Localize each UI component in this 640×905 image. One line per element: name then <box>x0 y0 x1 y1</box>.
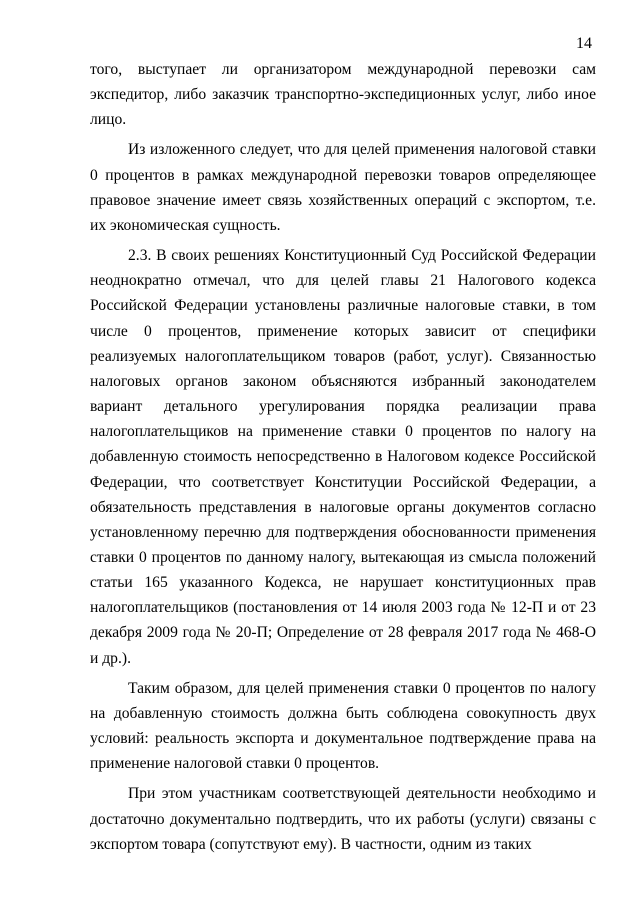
document-body <box>90 57 596 857</box>
paragraph <box>90 243 596 671</box>
text-line: декабря 2009 года № 20-П; Определение от 28 февраля 2017 года № 468-О <box>90 624 596 642</box>
text-line: условий: реальность экспорта и документальное подтверждение права на <box>90 730 596 748</box>
text-line: экспедитор, либо заказчик транспортно-экспедиционных услуг, либо иное <box>90 86 596 104</box>
text-line: лицо. <box>90 111 127 129</box>
text-line: статьи 165 указанного Кодекса, не нарушает конституционных прав <box>90 574 596 592</box>
text-line: добавленную стоимость непосредственно в Налоговом кодексе Российской <box>90 448 596 466</box>
text-line: применение налоговой ставки 0 процентов. <box>90 755 380 773</box>
text-line: на добавленную стоимость должна быть соблюдена совокупность двух <box>90 704 596 722</box>
page-number: 14 <box>576 35 592 52</box>
paragraph <box>90 676 596 777</box>
text-line: налогоплательщиков на применение ставки 0 процентов по налогу на <box>90 423 596 441</box>
text-line: экспортом товара (сопутствуют ему). В частности, одним из таких <box>90 835 532 853</box>
text-line: При этом участникам соответствующей деятельности необходимо и <box>128 785 596 803</box>
paragraph <box>90 57 596 132</box>
text-line: установленному перечню для подтверждения обоснованности применения <box>90 523 596 541</box>
text-line: Таким образом, для целей применения ставки 0 процентов по налогу <box>128 679 596 697</box>
text-line: неоднократно отмечал, что для целей главы 21 Налогового кодекса <box>90 272 596 290</box>
text-line: правовое значение имеет связь хозяйственных операций с экспортом, т.е. <box>90 191 596 209</box>
text-line: налоговых органов законом объясняются избранный законодателем <box>90 372 596 390</box>
text-line: реализуемых налогоплательщиком товаров (работ, услуг). Связанностью <box>90 347 596 365</box>
text-line: 0 процентов в рамках международной перевозки товаров определяющее <box>90 166 596 184</box>
text-line: вариант детального урегулирования порядка реализации права <box>90 398 596 416</box>
paragraph <box>90 781 596 856</box>
text-line: Федерации, что соответствует Конституции Российской Федерации, а <box>90 473 596 491</box>
text-line: Из изложенного следует, что для целей применения налоговой ставки <box>128 141 596 159</box>
text-line: их экономическая сущность. <box>90 216 281 234</box>
text-line: достаточно документально подтвердить, что их работы (услуги) связаны с <box>90 810 596 828</box>
text-line: числе 0 процентов, применение которых зависит от специфики <box>90 322 596 340</box>
text-line: налогоплательщиков (постановления от 14 июля 2003 года № 12-П и от 23 <box>90 599 596 617</box>
text-line: Российской Федерации установлены различные налоговые ставки, в том <box>90 297 596 315</box>
paragraph <box>90 137 596 238</box>
text-line: того, выступает ли организатором международной перевозки сам <box>90 61 596 78</box>
text-line: 2.3. В своих решениях Конституционный Суд Российской Федерации <box>128 247 596 265</box>
text-line: и др.). <box>90 649 131 667</box>
text-line: ставки 0 процентов по данному налогу, вытекающая из смысла положений <box>90 548 596 566</box>
text-line: обязательность представления в налоговые органы документов согласно <box>90 498 596 516</box>
